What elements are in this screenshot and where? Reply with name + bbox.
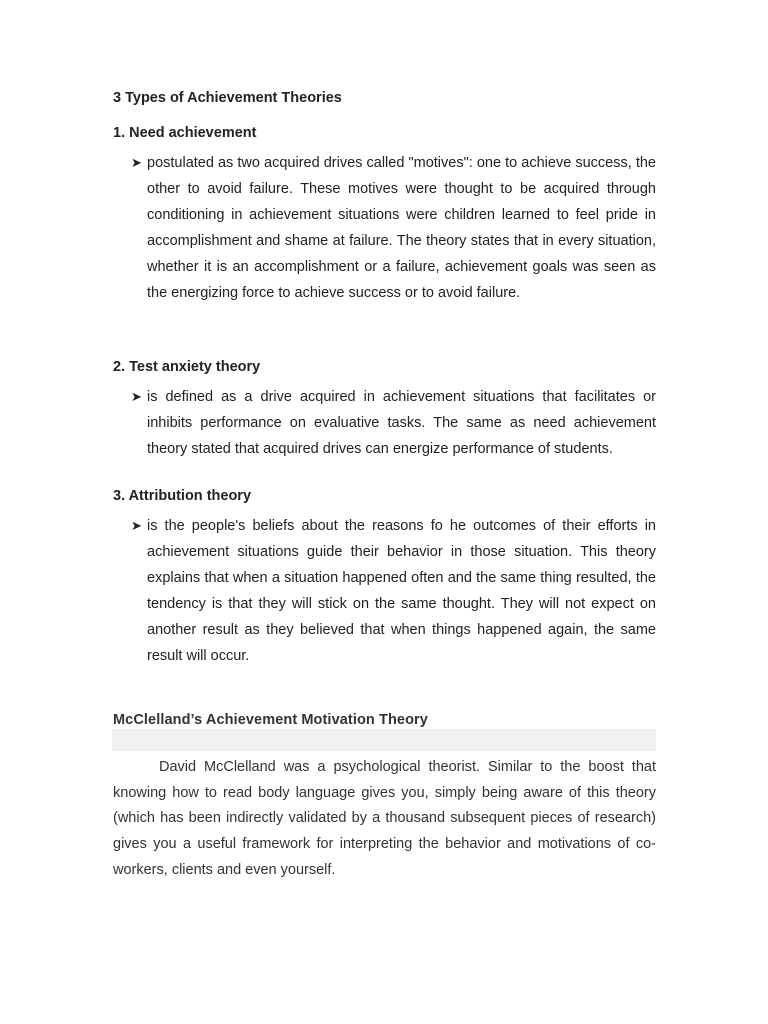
- section-test-anxiety-theory: [113, 358, 656, 462]
- mcclelland-heading: McClelland’s Achievement Motivation Theory: [113, 712, 428, 728]
- section-heading: 2. Test anxiety theory: [113, 359, 261, 375]
- document-title: 3 Types of Achievement Theories: [113, 90, 342, 106]
- section-attribution-theory: [113, 487, 656, 669]
- arrowhead-bullet-icon: ➤: [131, 155, 142, 170]
- mcclelland-paragraph: David McClelland was a psychological theorist. Similar to the boost that knowing how to read body language gives you, simply being aware of this theory (which has been indirectly validated by a thousand subsequent pieces of research) gives you a useful framework for interpreting the behavior and motivations of co-workers, clients and even yourself.: [113, 759, 656, 878]
- section-heading: 3. Attribution theory: [113, 488, 252, 504]
- bullet-item: [113, 150, 656, 306]
- heading-shade-bar: [112, 729, 656, 751]
- bullet-text: postulated as two acquired drives called "motives": one to achieve success, the other to avoid failure. These motives were thought to be acquired through conditioning in achievement situations were children learned to feel pride in accomplishment and shame at failure. The theory states that in every situation, whether it is an accomplishment or a failure, achievement goals was seen as the energizing force to achieve success or to avoid failure.: [147, 155, 656, 301]
- bullet-text: is defined as a drive acquired in achievement situations that facilitates or inhibits performance on evaluative tasks. The same as need achievement theory stated that acquired drives can energize performance of students.: [147, 389, 656, 457]
- bullet-item: [113, 513, 656, 669]
- arrowhead-bullet-icon: ➤: [131, 389, 142, 404]
- bullet-item: [113, 384, 656, 462]
- arrowhead-bullet-icon: ➤: [131, 518, 142, 533]
- bullet-text: is the people's beliefs about the reasons fo he outcomes of their efforts in achievement situations guide their behavior in those situation. This theory explains that when a situation happened often and the same thing resulted, the tendency is that they will stick on the same thought. They will not expect on another result as they believed that when things happened again, the same result will occur.: [147, 518, 656, 664]
- section-need-achievement: [113, 124, 656, 306]
- section-heading: 1. Need achievement: [113, 125, 257, 141]
